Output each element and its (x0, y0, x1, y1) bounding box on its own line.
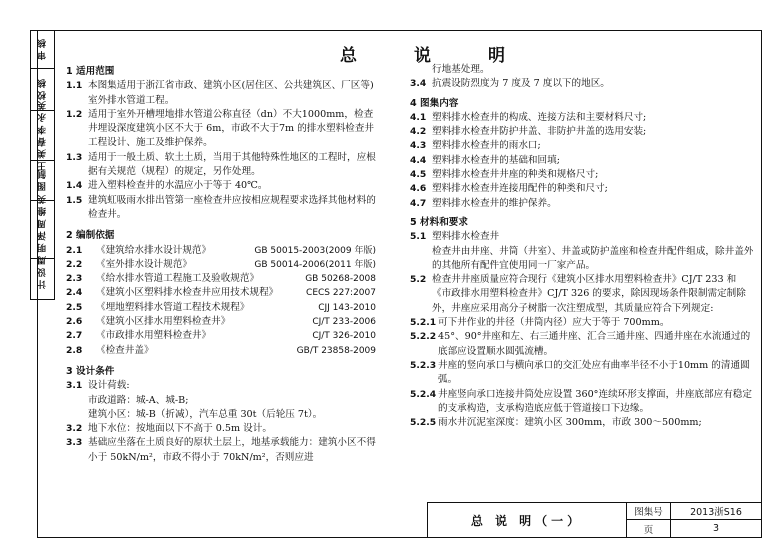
reference-row: 2.8 《检查井盖》 GB/T 23858-2009 (66, 344, 376, 356)
section-heading: 5 材料和要求 (410, 216, 468, 228)
sidebar-cell: 图 制 (31, 161, 54, 201)
list-item: 4.7 塑料排水检查井的维护保养。 (410, 197, 557, 209)
section-heading: 2 编制依据 (66, 230, 115, 242)
sub-text: 市政道路：城-A、城-B; (88, 394, 189, 406)
reference-row: 2.2 《室外排水设计规范》 GB 50014-2006(2011 年版) (66, 258, 376, 270)
sidebar-cell: 周 明 泽 周 维 英 (31, 201, 54, 259)
reference-row: 2.5 《埋地塑料排水管道工程技术规程》 CJJ 143-2010 (66, 301, 376, 313)
page-label: 页 (627, 520, 671, 537)
reference-row: 2.7 《市政排水用塑料检查井》 CJ/T 326-2010 (66, 330, 376, 342)
list-item: 1.1 本图集适用于浙江省市政、建筑小区(居住区、公共建筑区、厂区等)室外排水管道工程。 (66, 80, 374, 106)
list-item: 5.2 检查井井座质量应符合现行《建筑小区排水用塑料检查井》CJ/T 233 和《市政排水用塑料检查井》CJ/T 326 的要求，除因现场条件限制需定制除外，井座应采用高分子树脂一次注塑成型，其质量应符合下列规定: (410, 274, 746, 314)
page-number: 3 (712, 523, 720, 534)
sub-item: 5.2.3 井座的竖向承口与横向承口的交汇处应有曲率半径不小于10mm 的清通圆弧。 (410, 359, 750, 386)
list-item: 4.3 塑料排水检查井的雨水口; (410, 140, 541, 152)
sub-item: 5.2.2 45°、90°井座和左、右三通井座、汇合三通井座、四通井座在水流通过的底部应设置顺水圆弧流槽。 (410, 331, 751, 357)
reference-row: 2.4 《建筑小区塑料排水检查井应用技术规程》 CECS 227:2007 (66, 287, 376, 299)
sidebar-cell: 校 核 (31, 69, 54, 111)
left-column (66, 63, 376, 465)
list-item: 1.2 适用于室外开槽埋地排水管道公称直径（dn）不大1000mm，检查井埋设深度建筑小区不大于 6m，市政不大于7m 的排水塑料检查井工程设计、施工及维护保养。 (66, 108, 374, 149)
atlas-number-value: 2013浙S16 (671, 503, 761, 520)
signature-sidebar (30, 30, 55, 300)
list-item: 1.3 适用于一般土质、软土土质，当用于其他特殊性地区的工程时，应根据有关规范（规程）的规定，另作处理。 (66, 151, 376, 178)
reference-row: 2.3 《给水排水管道工程施工及验收规范》 GB 50268-2008 (66, 273, 376, 285)
sub-item: 5.2.1 可下井作业的井径（井筒内径）应大于等于 700mm。 (410, 317, 670, 329)
sub-text: 建筑小区：城-B（折减），汽车总重 30t（后轮压 7t）。 (88, 408, 323, 420)
section-heading: 3 设计条件 (66, 365, 115, 377)
list-item: 4.2 塑料排水检查井防护井盖、非防护井盖的选用安装; (410, 126, 647, 138)
list-item: 3.3 基础应坐落在土质良好的原状土层上，地基承载能力：建筑小区不得小于 50kN/m²，市政不得小于 70kN/m²，否则应进 (66, 437, 376, 463)
list-item: 1.4 进入塑料检查井的水温应小于等于 40℃。 (66, 180, 268, 192)
list-item: 检查井由井座、井筒（井室）、井盖或防护盖座和检查井配件组成，除井盖外的其他所有配件宜使用同一厂家产品。 (432, 245, 754, 271)
continued-text: 行地基处理。 (432, 64, 490, 75)
list-item: 4.6 塑料排水检查井连接用配件的种类和尺寸; (410, 183, 608, 195)
title-block (427, 502, 762, 538)
section-heading: 4 图集内容 (410, 97, 459, 109)
sub-item: 5.2.5 雨水井沉泥室深度：建筑小区 300mm，市政 300～500mm; (410, 417, 702, 429)
atlas-number-label: 图集号 (627, 503, 671, 520)
sub-item: 5.2.4 井座竖向承口连接井筒处应设置 360°连续环形支撑面，井座底部应有稳定的支承构造，支承构造底应低于管道接口下边缘。 (410, 388, 752, 414)
sidebar-cell: 审 核 (31, 31, 54, 69)
page-title: 总 说 明 (340, 46, 525, 66)
list-item: 3.4 抗震设防烈度为 7 度及 7 度以下的地区。 (410, 78, 610, 90)
list-item: 3.2 地下水位：按地面以下不高于 0.5m 设计。 (66, 423, 272, 435)
drawing-name: 总 说 明（一） (428, 503, 627, 537)
list-item: 1.5 建筑虹吸雨水排出管第一座检查井应按相应规程要求选择其他材料的检查井。 (66, 194, 376, 220)
section-heading: 1 适用范围 (66, 66, 115, 77)
sidebar-cell: 王 美 春 李 永 英 (31, 111, 54, 161)
list-item: 4.4 塑料排水检查井的基础和回填; (410, 154, 560, 166)
list-item: 5.1 塑料排水检查井 (410, 231, 500, 243)
reference-row: 2.6 《建筑小区排水用塑料检查井》 CJ/T 233-2006 (66, 316, 376, 328)
list-item: 4.5 塑料排水检查井井座的种类和规格尺寸; (410, 169, 599, 181)
list-item: 3.1 设计荷载: (66, 380, 130, 392)
right-column (410, 63, 755, 430)
list-item: 4.1 塑料排水检查井的构成、连接方法和主要材料尺寸; (410, 111, 647, 123)
reference-row: 2.1 《建筑给水排水设计规范》 GB 50015-2003(2009 年版) (66, 244, 376, 256)
sidebar-cell: 计 设 (38, 268, 48, 290)
